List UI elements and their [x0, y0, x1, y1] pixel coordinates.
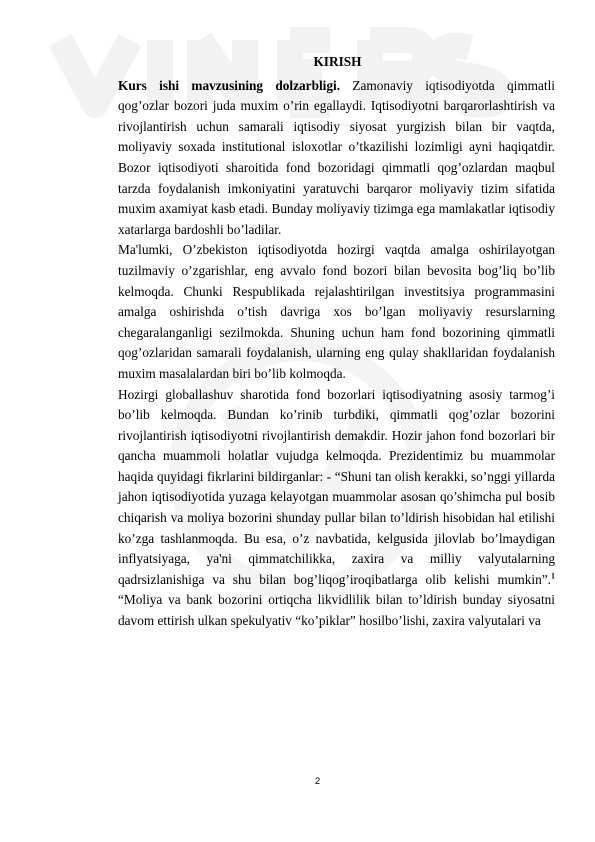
page-number: 2 — [314, 776, 321, 787]
paragraph-lead: Kurs ishi mavzusining dolzarbligi. — [118, 77, 341, 93]
page-title: KIRISH — [313, 54, 362, 69]
paragraph-structural-changes — [118, 240, 555, 384]
paragraph-globalization — [118, 385, 555, 632]
paragraph-relevance — [118, 76, 555, 241]
paragraph-text: Zamonaviy iqtisodiyotda qimmatli qog’ozlar bozori juda muxim o’rin egallaydi. Iqtisodiyotni barqarorlashtirish va rivojlantirish uchun samarali iqtisodiy siyosat yurgizish bilan bir vaqtda, moliyaviy soxada institutional isloxotlar o’tkazilishi lozimligi ayni haqiqatdir. Bozor iqtisodiyoti sharoitida fond bozoridagi qimmatli qog’ozlardan maqbul tarzda foydalanish imkoniyatini yaratuvchi barqaror moliyaviy tizim sifatida muxim axamiyat kasb etadi. Bunday moliyaviy tizimga ega mamlakatlar iqtisodiy xatarlarga bardoshli bo’ladilar. — [118, 77, 556, 237]
paragraph-text-continued: “Moliya va bank bozorini ortiqcha likvidlilik bilan to’ldirish bunday siyosatni davom ettirish ulkan spekulyativ “ko’piklar” hosilbo’lishi, zaxira valyutalari va — [118, 592, 555, 629]
paragraph-text: Hozirgi globallashuv sharotida fond bozorlari iqtisodiyatning asosiy tarmog’i bo’lib kelmoqda. Bundan ko’rinib turbdiki, qimmatli qog’ozlar bozorini rivojlantirish iqtisodiyotni rivojlantirish demakdir. Hozir jahon fond bozorlari bir qancha muammoli holatlar vujudga kelmoqda. Prezidentimiz bu muammolar haqida quyidagi fikrlarini bildirganlar: - “Shuni tan olish kerakki, so’nggi yillarda jahon iqtisodiyotida yuzaga kelayotgan muammolar asosan qo’shimcha pul bosib chiqarish va moliya bozorini shunday pullar bilan to’ldirish hisobidan hal etilishi ko’zga tashlanmoqda. Bu esa, o’z navbatida, kelgusida jilovlab bo’lmaydigan inflyatsiyaga, ya'ni qimmatchilikka, zaxira va milliy valyutalarning qadrsizlanishiga va shu bilan bog’liqog’iroqibatlarga olib kelishi mumkin”. — [118, 386, 555, 587]
footnote-ref[interactable]: 1 — [551, 571, 555, 581]
document-body — [118, 52, 555, 632]
paragraph-text: Ma'lumki, O’zbekiston iqtisodiyotda hozirgi vaqtda amalga oshirilayotgan tuzilmaviy o’zgarishlar, eng avvalo fond bozori bilan bevosita bog’liq bo’lib kelmoqda. Chunki Respublikada rejalashtirilgan investitsiya programmasini amalga oshirishda o’tish davriga xos bo’lgan moliyaviy resurslarning chegaralanganligi sezilmokda. Shuning uchun ham fond bozorining qimmatli qog’ozlaridan samarali foydalanish, ularning eng qulay shakllaridan foydalanish muxim masalalardan biri bo’lib kolmoqda. — [118, 242, 555, 381]
